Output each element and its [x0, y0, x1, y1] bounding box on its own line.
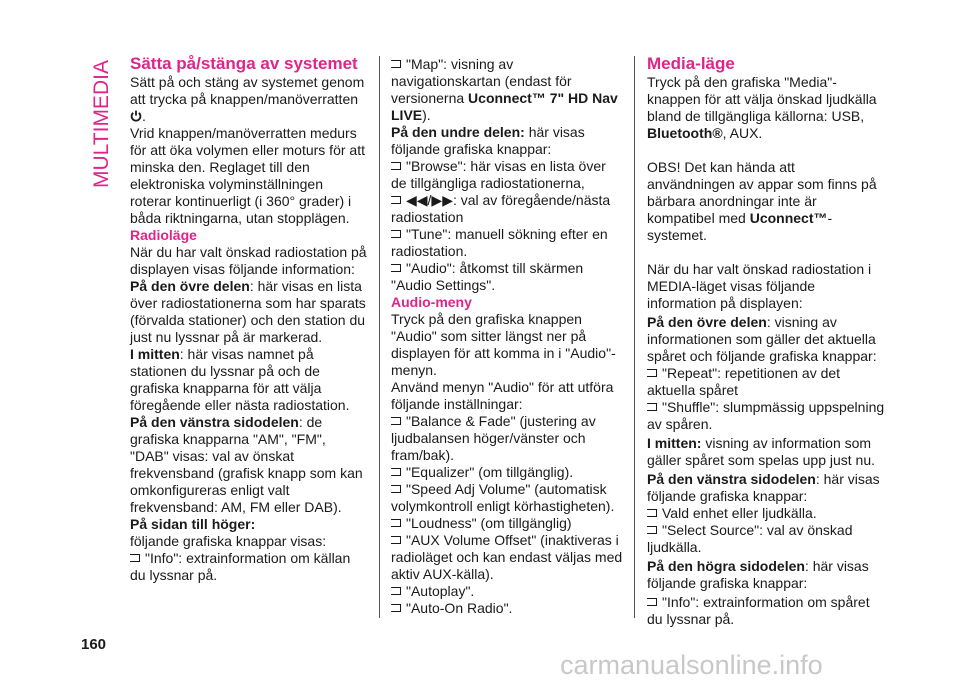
list-item: [391, 413, 623, 464]
list-item-text: "Repeat": repetitionen av det aktuella spåret: [647, 365, 841, 398]
text-right: : här visas följande grafiska knappar:: [647, 558, 869, 591]
column-divider: [634, 56, 635, 618]
note-text: OBS! Det kan hända att användningen av appar som finns på bärbara anordningar inte är kompatibel med: [647, 159, 877, 226]
paragraph-left: [130, 414, 368, 516]
list-item: [391, 532, 623, 583]
list-item-text: "Info": extrainformation om källan du lyssnar på.: [130, 550, 351, 583]
bullet-icon: [391, 264, 401, 272]
bullet-icon: [647, 509, 657, 517]
list-audio-settings: [391, 413, 623, 617]
list-item-text: "Autoplay".: [406, 583, 475, 599]
bullet-icon: [647, 369, 657, 377]
power-icon: [130, 110, 142, 122]
media-text: Tryck på den grafiska "Media"-knappen för att välja önskad ljudkälla bland de tillgängliga källorna: USB,: [647, 74, 877, 124]
list-item-text: "Speed Adj Volume" (automatisk volymkontroll enligt körhastigheten).: [391, 481, 615, 514]
page-number: 160: [81, 636, 107, 653]
list-item: [391, 260, 623, 294]
text-middle: : här visas namnet på stationen du lyssnar på och de grafiska knapparna för att välja föregående eller nästa radiostation.: [130, 346, 350, 413]
label-right: På den högra sidodelen: [647, 558, 805, 574]
list-item-text: "Info": extrainformation om spåret du lyssnar på.: [647, 594, 870, 627]
list-item-text: "Tune": manuell sökning efter en radiostation.: [391, 226, 608, 259]
list-item: [647, 594, 885, 628]
bullet-icon: [130, 554, 140, 562]
list-item: [647, 522, 885, 556]
power-text-end: .: [142, 108, 146, 124]
paragraph-middle: [130, 346, 368, 414]
text-left: : de grafiska knapparna "AM", "FM", "DAB" visas: val av önskat frekvensband (grafisk knapp som kan omkonfigureras enligt valt frekvensband: AM, FM eller DAB).: [130, 414, 363, 515]
list-item-text: Vald enhet eller ljudkälla.: [662, 505, 817, 521]
list-item-text: "AUX Volume Offset" (inaktiveras i radioläget och kan endast väljas med aktiv AUX-källa).: [391, 532, 623, 582]
paragraph-audio-1: Tryck på den grafiska knappen "Audio" som sitter längst ner på displayen för att komma in i "Audio"-menyn.: [391, 311, 616, 378]
list-item-text: "Browse": här visas en lista över de tillgängliga radiostationerna,: [391, 158, 606, 191]
text-middle: visning av information som gäller spåret som spelas upp just nu.: [647, 435, 876, 468]
column-1: [130, 56, 368, 584]
list-item-text: "Loudness" (om tillgänglig): [406, 515, 572, 531]
paragraph-radio-intro: När du har valt önskad radiostation på displayen visas följande information:: [130, 244, 367, 277]
bullet-icon: [647, 403, 657, 411]
bullet-icon: [391, 536, 401, 544]
paragraph-right: [647, 558, 885, 592]
label-left: På den vänstra sidodelen: [647, 471, 816, 487]
label-top: På den övre delen: [647, 314, 767, 330]
list-item: [391, 515, 623, 532]
label-right: På sidan till höger:: [130, 516, 256, 532]
bluetooth-label: Bluetooth®: [647, 125, 723, 141]
paragraph-audio-2: Använd menyn "Audio" för att utföra följande inställningar:: [391, 379, 614, 412]
bullet-icon: [391, 60, 401, 68]
map-text: "Map": visning av navigationskartan (endast för versionerna: [391, 56, 572, 106]
map-version: Uconnect™ 7" HD Nav LIVE: [391, 90, 618, 123]
list-item: [391, 464, 623, 481]
bullet-icon: [391, 230, 401, 238]
watermark: carmanualsonline.info: [560, 650, 823, 680]
list-item-text: "Auto-On Radio".: [406, 600, 513, 616]
list-item: [391, 56, 623, 124]
text-top: : här visas en lista över radiostationerna som har sparats (förvalda stationer) och den station du just nu lyssnar på är markerad.: [130, 278, 366, 345]
column-divider: [379, 56, 380, 618]
side-title-graphic: [80, 50, 116, 190]
bullet-icon: [391, 162, 401, 170]
bullet-icon: [391, 587, 401, 595]
bullet-icon: [647, 598, 657, 606]
paragraph-power: [130, 74, 368, 125]
list-item-text: "Equalizer" (om tillgänglig).: [406, 464, 574, 480]
list-item-text: "Shuffle": slumpmässig uppspelning av spåren.: [647, 399, 885, 432]
list-item: [391, 481, 623, 515]
bullet-icon: [391, 519, 401, 527]
list-item-text: "Balance & Fade" (justering av ljudbalansen höger/vänster och fram/bak).: [391, 413, 596, 463]
list-item: [647, 505, 885, 522]
text-lower: här visas följande grafiska knappar:: [391, 124, 585, 157]
list-lower-buttons: [391, 158, 623, 294]
bullet-icon: [391, 604, 401, 612]
power-text: Sätt på och stäng av systemet genom att trycka på knappen/manöverratten: [130, 74, 365, 107]
column-2: [391, 56, 623, 617]
label-middle: I mitten:: [647, 435, 702, 451]
list-item-text: ◀◀/▶▶: val av föregående/nästa radiostation: [391, 192, 611, 225]
text-left: : här visas följande grafiska knappar:: [647, 471, 880, 504]
map-text-end: ).: [422, 107, 431, 123]
paragraph-middle: [647, 435, 885, 469]
paragraph-top: [647, 314, 885, 365]
side-title-text: MULTIMEDIA: [90, 60, 113, 188]
list-item: [391, 583, 623, 600]
text-top: : visning av informationen som gäller det aktuella spåret och följande grafiska knappar:: [647, 314, 877, 364]
bullet-icon: [391, 468, 401, 476]
label-left: På den vänstra sidodelen: [130, 414, 299, 430]
bullet-icon: [391, 417, 401, 425]
bullet-icon: [391, 196, 401, 204]
list-item-text: "Select Source": val av önskad ljudkälla.: [647, 522, 853, 555]
list-item: [130, 550, 368, 584]
paragraph-media-note: [647, 159, 885, 244]
section-side-title: [80, 50, 116, 190]
paragraph-media-1: [647, 74, 885, 142]
paragraph-media-intro: När du har valt önskad radiostation i MEDIA-läget visas följande information på displayen:: [647, 261, 872, 311]
heading-audio-menu: Audio-meny: [391, 294, 472, 310]
column-3: [647, 56, 885, 628]
paragraph-volume: Vrid knappen/manöverratten medurs för att öka volymen eller moturs för att minska den. Reglaget till den elektroniska volyminställningen roterar kontinuerligt (i 360° grader) i båda riktningarna, utan stopplägen.: [130, 125, 365, 226]
label-top: På den övre delen: [130, 278, 250, 294]
bullet-icon: [391, 485, 401, 493]
heading-power: Sätta på/stänga av systemet: [130, 54, 358, 73]
list-item: [647, 365, 885, 399]
list-item: [391, 192, 623, 226]
bullet-icon: [647, 526, 657, 534]
media-text-end: , AUX.: [722, 125, 763, 141]
list-item: [391, 158, 623, 192]
note-text-end: -systemet.: [647, 210, 833, 243]
list-item: [391, 226, 623, 260]
list-item-text: "Audio": åtkomst till skärmen "Audio Settings".: [391, 260, 584, 293]
text-right: följande grafiska knappar visas:: [130, 533, 327, 549]
heading-radio-mode: Radioläge: [130, 227, 197, 243]
paragraph-top: [130, 278, 368, 346]
uconnect-label: Uconnect™: [749, 210, 828, 226]
paragraph-left: [647, 471, 885, 505]
list-item: [647, 399, 885, 433]
label-middle: I mitten: [130, 346, 180, 362]
heading-media-mode: Media-läge: [647, 54, 735, 73]
label-lower: På den undre delen:: [391, 124, 525, 140]
list-item: [391, 600, 623, 617]
paragraph-lower: [391, 124, 623, 158]
